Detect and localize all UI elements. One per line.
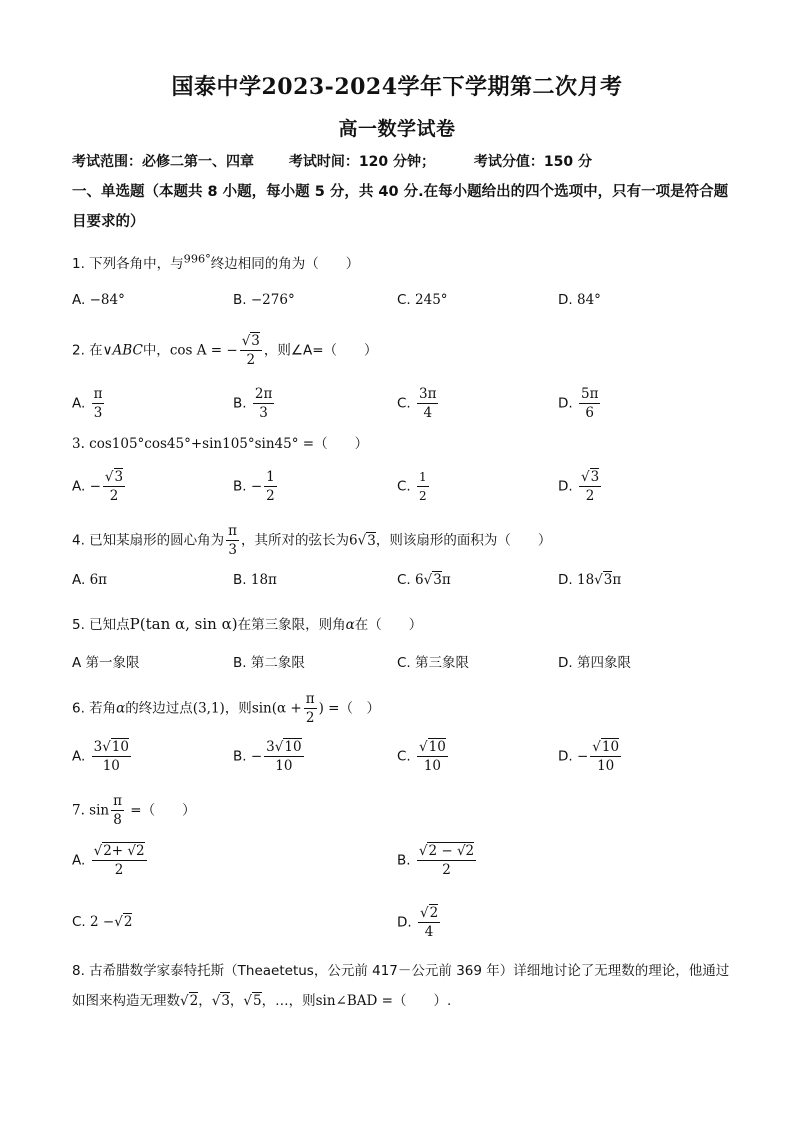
- option-letter: B.: [233, 655, 247, 671]
- q1-option-a[interactable]: [72, 292, 125, 308]
- numerator: 2π: [254, 386, 273, 402]
- numerator: 5π: [580, 386, 599, 402]
- denominator: 2: [266, 488, 275, 504]
- denominator: 4: [424, 924, 434, 940]
- question-4: 4. 已知某扇形的圆心角为 $\frac{\pi}{3}$ ，其所对的弦长为6√3，则该扇形的面积为（ ）: [72, 523, 552, 558]
- option-letter: D.: [558, 395, 573, 412]
- question-2: [72, 332, 378, 369]
- q7-option-c[interactable]: C. 2 −√2: [72, 914, 133, 930]
- q2-option-c[interactable]: [397, 385, 440, 422]
- q3-option-d[interactable]: [558, 468, 603, 505]
- q3-option-b[interactable]: [233, 468, 279, 505]
- minus-sign: −: [576, 748, 589, 765]
- option-letter: C.: [397, 478, 411, 495]
- option-value: 第一象限: [85, 655, 140, 671]
- option-letter: C.: [397, 748, 411, 765]
- q1-angle: 996°: [183, 252, 211, 266]
- q7-stem-a: 7. sin: [72, 802, 110, 819]
- question-5: [72, 613, 422, 633]
- option-fraction: [92, 385, 105, 422]
- option-fraction: [264, 468, 277, 505]
- q4-stem-a: 4. 已知某扇形的圆心角为: [72, 532, 225, 549]
- q2-sqrt: 3: [251, 333, 260, 349]
- option-coef: 18: [576, 572, 595, 588]
- q5-option-c[interactable]: [397, 651, 469, 671]
- q6-stem-b: 的终边过点: [125, 700, 193, 717]
- option-letter: A.: [72, 478, 86, 495]
- option-letter: B.: [233, 478, 247, 495]
- denominator: 10: [275, 758, 293, 774]
- minus-sign: −: [250, 478, 263, 495]
- q8-line-1: 8. 古希腊数学家泰特托斯（Theaetetus，公元前 417－公元前 369 年）详细地讨论了无理数的理论，他通过: [72, 963, 730, 979]
- q5-point: P(tan α, sin α): [129, 615, 238, 633]
- q3-option-c[interactable]: [397, 468, 431, 505]
- exam-score: 考试分值：150 分: [473, 154, 592, 170]
- q3-option-a[interactable]: [72, 468, 127, 505]
- q2-triangle: ∨ABC: [102, 342, 143, 359]
- option-letter: A.: [72, 852, 86, 869]
- q8-line-2: 如图来构造无理数√2，√3，√5，…，则sin∠BAD =（ ）.: [72, 993, 452, 1009]
- option-letter: C.: [397, 572, 411, 588]
- option-pi: π: [612, 572, 622, 588]
- option-fraction: $\frac{√2+ √2}{2}$: [93, 843, 145, 878]
- option-letter: C.: [397, 395, 411, 412]
- option-letter: B.: [233, 748, 247, 765]
- option-fraction: $\frac{√2 - √2}{2}$: [418, 843, 475, 878]
- q6-stem-c: ，则: [224, 700, 252, 717]
- option-coef: 6: [415, 572, 424, 588]
- q8-sep: ，: [198, 993, 212, 1009]
- option-letter: D.: [558, 478, 573, 495]
- coef: 3: [93, 739, 103, 755]
- option-letter: C.: [397, 292, 411, 308]
- minus-sign: −: [250, 748, 263, 765]
- sqrt-value: 3: [590, 469, 600, 485]
- q2-cos: cos A = −: [169, 342, 238, 359]
- q4-option-d[interactable]: D. 18√3π: [558, 572, 622, 588]
- sqrt-value: 2: [429, 905, 439, 921]
- sqrt-value: 10: [111, 739, 129, 755]
- option-value: 245°: [415, 292, 448, 308]
- option-value: −276°: [250, 292, 295, 308]
- q5-option-b[interactable]: [233, 651, 305, 671]
- q6-point: (3,1): [192, 700, 225, 717]
- denominator: 2: [442, 862, 451, 878]
- minus-sign: −: [89, 478, 101, 495]
- denominator: 10: [102, 758, 120, 774]
- q2-den: 2: [246, 352, 256, 368]
- q1-option-b[interactable]: [233, 292, 295, 308]
- q2-stem-c: ，则∠A=（ ）: [263, 342, 378, 359]
- option-value: 6π: [89, 572, 108, 588]
- option-value: 2 −: [90, 914, 115, 930]
- option-letter: A.: [72, 395, 86, 412]
- sqrt-value: 10: [428, 739, 446, 755]
- option-letter: D.: [397, 914, 412, 931]
- q4-chord-sqrt: 3: [367, 532, 376, 549]
- q2-stem-a: 2. 在: [72, 342, 103, 359]
- option-fraction: $\frac{√2}{4}$: [419, 905, 439, 940]
- q8-root-3: 3: [221, 993, 230, 1009]
- option-letter: B.: [233, 395, 247, 412]
- numerator: 3π: [419, 386, 437, 402]
- denominator: 2: [114, 862, 124, 878]
- q6-option-b[interactable]: [233, 738, 306, 775]
- option-letter: B.: [233, 572, 247, 588]
- exam-info: [72, 151, 592, 171]
- option-pi: π: [441, 572, 451, 588]
- q6-sin: sin(α +: [251, 700, 302, 717]
- q5-stem-c: 在（ ）: [354, 617, 423, 633]
- option-sqrt: 3: [433, 572, 442, 588]
- option-letter: D.: [558, 572, 573, 588]
- q5-alpha: α: [345, 617, 355, 633]
- denominator: 2: [109, 488, 119, 504]
- sqrt-value: 10: [284, 739, 302, 755]
- option-fraction: $\frac{3√10}{10}$: [266, 739, 302, 774]
- q5-option-a[interactable]: [72, 651, 140, 671]
- q2-option-d[interactable]: [558, 385, 602, 422]
- option-letter: D.: [558, 292, 573, 308]
- denominator: 2: [419, 489, 427, 503]
- denominator: 3: [259, 405, 268, 421]
- question-7: [72, 792, 196, 829]
- question-3: 3. cos105°cos45°+sin105°sin45° =（ ）: [72, 436, 369, 452]
- sqrt-value: 3: [114, 469, 124, 485]
- q4-option-c[interactable]: C. 6√3π: [397, 572, 451, 588]
- q8-sep: ，: [229, 993, 244, 1009]
- numerator: π: [305, 691, 315, 707]
- q4-stem-b: ，其所对的弦长为: [241, 532, 350, 549]
- q6-stem-a: 6. 若角: [72, 700, 117, 717]
- option-letter: B.: [233, 292, 247, 308]
- q1-stem-a: 1. 下列各角中，与: [72, 256, 184, 272]
- option-letter: B.: [397, 852, 411, 869]
- option-fraction: $\frac{√10}{10}$: [419, 739, 446, 774]
- q8-sin-bad: sin∠BAD =: [315, 993, 393, 1009]
- option-fraction: $\frac{√3}{2}$: [580, 469, 600, 504]
- q1-stem-b: 终边相同的角为（ ）: [210, 256, 360, 272]
- q8-line2-a: 如图来构造无理数: [72, 993, 180, 1009]
- option-letter: A.: [72, 292, 86, 308]
- q6-stem-d: ) =（ ）: [318, 700, 380, 717]
- q7-option-b[interactable]: [397, 842, 478, 879]
- q6-option-d[interactable]: [558, 738, 623, 775]
- denominator: 2: [305, 710, 315, 726]
- option-fraction: [579, 385, 600, 422]
- q8-root-5: 5: [253, 993, 262, 1009]
- option-letter: A.: [72, 748, 86, 765]
- denominator: 4: [423, 405, 433, 421]
- option-letter: C.: [397, 655, 411, 671]
- sqrt-value: 10: [601, 739, 620, 755]
- coef: 3: [266, 739, 275, 755]
- option-fraction: $\frac{3√10}{10}$: [93, 739, 129, 774]
- q8-line2-c: （ ）.: [392, 993, 452, 1009]
- option-value: 第三象限: [415, 655, 470, 671]
- option-letter: C.: [72, 914, 86, 930]
- q7-fraction: [111, 792, 124, 829]
- q4-chord: 6: [349, 532, 358, 549]
- exam-time: 考试时间：120 分钟；: [288, 154, 435, 170]
- option-fraction: $\frac{√3}{2}$: [104, 469, 124, 504]
- option-value: 第二象限: [250, 655, 305, 671]
- q5-option-d[interactable]: [558, 651, 631, 671]
- sqrt-value: 2 − √2: [428, 843, 475, 859]
- q5-stem-b: 在第三象限，则角: [237, 617, 346, 633]
- exam-subtitle: 高一数学试卷: [338, 118, 456, 140]
- sqrt-value: 2: [123, 914, 133, 930]
- section-heading: 一、单选题（本题共 8 小题，每小题 5 分，共 40 分.在每小题给出的四个选项中，只有一项是符合题目要求的）: [72, 184, 729, 230]
- question-6: [72, 690, 380, 727]
- exam-scope: 考试范围：必修二第一、四章: [72, 154, 254, 170]
- q6-option-c[interactable]: [397, 738, 450, 775]
- denominator: 10: [423, 758, 441, 774]
- denominator: 8: [113, 812, 122, 828]
- option-letter: A.: [72, 572, 86, 588]
- q1-option-c[interactable]: [397, 292, 448, 308]
- question-8: [72, 956, 732, 1016]
- option-value: 84°: [576, 292, 601, 308]
- q7-option-a[interactable]: [72, 842, 149, 879]
- q4-fraction: [226, 522, 239, 559]
- denominator: 3: [93, 405, 103, 421]
- sqrt-value: 2+ √2: [103, 843, 145, 859]
- option-value: 第四象限: [576, 655, 631, 671]
- option-letter: D.: [558, 748, 573, 765]
- numerator: π: [93, 386, 103, 402]
- q2-option-a[interactable]: [72, 385, 106, 422]
- q2-stem-b: 中，: [142, 342, 170, 359]
- q4-stem-c: ，则该扇形的面积为（ ）: [375, 532, 552, 549]
- numerator: 1: [417, 468, 429, 487]
- q7-stem-b: =（ ）: [126, 802, 196, 819]
- option-letter: A: [72, 655, 82, 671]
- q4-option-a[interactable]: [72, 572, 107, 588]
- numerator: π: [113, 793, 122, 809]
- option-fraction: [417, 385, 438, 422]
- option-fraction: [253, 385, 274, 422]
- q2-fraction: $\frac{√3}{2}$: [241, 333, 260, 368]
- q6-alpha: α: [116, 700, 126, 717]
- q4-option-b[interactable]: [233, 572, 277, 588]
- q7-option-d[interactable]: [397, 904, 442, 941]
- q5-stem-a: 5. 已知点: [72, 617, 130, 633]
- denominator: 6: [585, 405, 595, 421]
- exam-title: 国泰中学2023-2024学年下学期第二次月考: [171, 74, 623, 100]
- q2-option-b[interactable]: [233, 385, 276, 422]
- q6-option-a[interactable]: [72, 738, 133, 775]
- denominator: 2: [585, 488, 595, 504]
- numerator: π: [228, 523, 238, 539]
- numerator: 1: [266, 469, 275, 485]
- denominator: 10: [597, 758, 615, 774]
- q8-line2-b: ，…，则: [261, 993, 316, 1009]
- q8-root-2: 2: [189, 993, 199, 1009]
- option-fraction: [417, 468, 429, 505]
- option-value: 18π: [250, 572, 277, 588]
- q1-option-d[interactable]: [558, 292, 601, 308]
- q6-fraction: [304, 690, 317, 727]
- option-fraction: $\frac{√10}{10}$: [592, 739, 620, 774]
- option-sqrt: 3: [603, 572, 613, 588]
- question-1: [72, 252, 359, 272]
- option-value: −84°: [89, 292, 125, 308]
- denominator: 3: [228, 542, 237, 558]
- option-letter: D.: [558, 655, 573, 671]
